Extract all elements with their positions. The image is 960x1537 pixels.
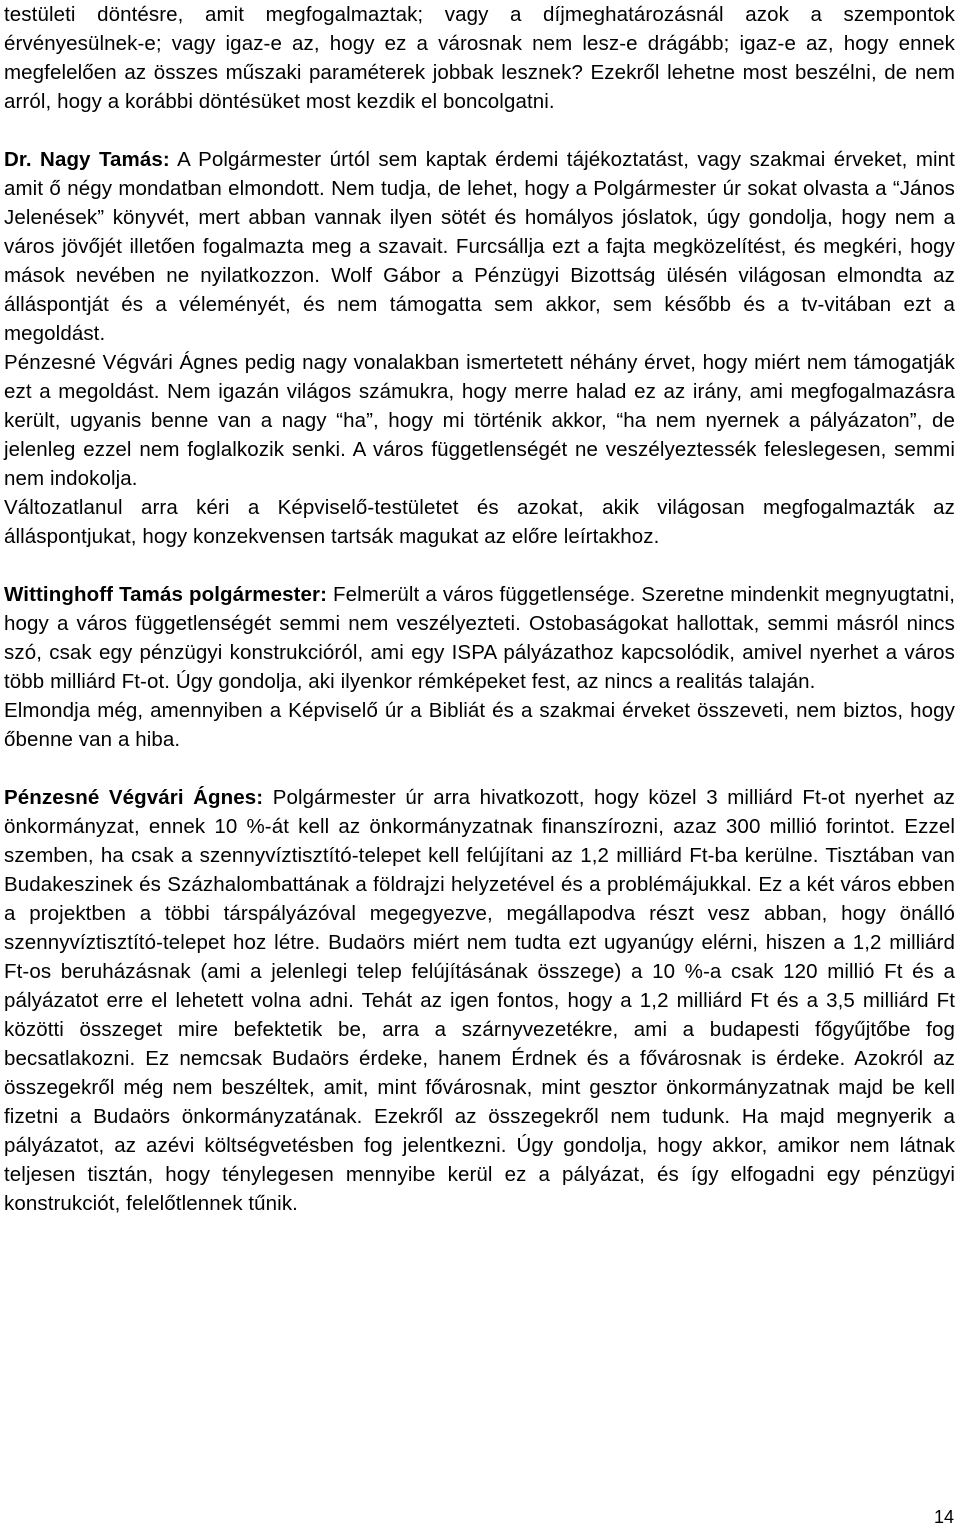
- paragraph-wittinghoff-continued: [4, 696, 955, 754]
- paragraph-text: Felmerült a város függetlensége. Szeretne mindenkit megnyugtatni, hogy a város függetlenségét semmi nem veszélyezteti. Ostobaságokat hallottak, semmi másról nincs szó, csak egy pénzügyi konstrukcióról, ami egy ISPA pályázathoz kapcsolódik, amivel nyerhet a város több milliárd Ft-ot. Úgy gondolja, aki ilyenkor rémképeket fest, az nincs a realitás talaján.: [4, 583, 955, 693]
- paragraph-penzesne: [4, 783, 955, 1218]
- paragraph-text: Elmondja még, amennyiben a Képviselő úr a Bibliát és a szakmai érveket összeveti, nem biztos, hogy őbenne van a hiba.: [4, 699, 955, 751]
- paragraph-dr-nagy-tamas: [4, 145, 955, 348]
- speaker-name: Pénzesné Végvári Ágnes:: [4, 786, 264, 809]
- paragraph-text: testületi döntésre, amit megfogalmaztak; vagy a díjmeghatározásnál azok a szempontok érvényesülnek-e; vagy igaz-e az, hogy ez a városnak nem lesz-e drágább; igaz-e az, hogy ennek megfelelően az összes műszaki paraméterek jobbak lesznek? Ezekről lehetne most beszélni, de nem arról, hogy a korábbi döntésüket most kezdik el boncolgatni.: [4, 3, 955, 113]
- paragraph-gap: [4, 116, 955, 145]
- paragraph-text: Változatlanul arra kéri a Képviselő-testületet és azokat, akik világosan megfogalmazták az álláspontjukat, hogy konzekvensen tartsák magukat az előre leírtakhoz.: [4, 496, 955, 548]
- paragraph-text: Pénzesné Végvári Ágnes pedig nagy vonalakban ismertetett néhány érvet, hogy miért nem támogatják ezt a megoldást. Nem igazán világos számukra, hogy merre halad ez az irány, ami megfogalmazásra került, ugyanis benne van a nagy “ha”, hogy mi történik akkor, “ha nem nyernek a pályázaton”, de jelenleg ezzel nem foglalkozik senki. A város függetlenségét ne veszélyeztessék feleslegesen, semmi nem indokolja.: [4, 351, 955, 490]
- paragraph-gap: [4, 754, 955, 783]
- speaker-name: Dr. Nagy Tamás:: [4, 148, 170, 171]
- document-page: [4, 0, 955, 1218]
- speaker-name: Wittinghoff Tamás polgármester:: [4, 583, 328, 606]
- paragraph-wittinghoff: [4, 580, 955, 696]
- paragraph-pezesne-summary: [4, 348, 955, 493]
- paragraph-text: A Polgármester úrtól sem kaptak érdemi tájékoztatást, vagy szakmai érveket, mint amit ő négy mondatban elmondott. Nem tudja, de lehet, hogy a Polgármester úr sokat olvasta a “János Jelenések” könyvét, mert abban vannak ilyen sötét és homályos jóslatok, úgy gondolja, hogy nem a város jövőjét illetően fogalmazta meg a szavait. Furcsállja ezt a fajta megközelítést, és megkéri, hogy mások nevében ne nyilatkozzon. Wolf Gábor a Pénzügyi Bizottság ülésén világosan elmondta az álláspontját és a véleményét, és nem támogatta sem akkor, sem később és a tv-vitában ezt a megoldást.: [4, 148, 955, 345]
- paragraph-request: [4, 493, 955, 551]
- page-number: 14: [933, 1507, 954, 1527]
- paragraph-gap: [4, 551, 955, 580]
- paragraph-text: Polgármester úr arra hivatkozott, hogy közel 3 milliárd Ft-ot nyerhet az önkormányzat, ennek 10 %-át kell az önkormányzatnak finanszírozni, azaz 300 millió forintot. Ezzel szemben, ha csak a szennyvíztisztító-telepet kell felújítani az 1,2 milliárd Ft-ba kerülne. Tisztában van Budakeszinek és Százhalombattának a földrajzi helyzetével és a problémájukkal. Ez a két város ebben a projektben a többi társpályázóval megegyezve, megállapodva részt vesz abban, hogy önálló szennyvíztisztító-telepet hoz létre. Budaörs miért nem tudta ezt ugyanúgy elérni, hiszen a 1,2 milliárd Ft-os beruházásnak (ami a jelenlegi telep felújításának összege) a 10 %-a csak 120 millió Ft és a pályázatot erre el lehetett volna adni. Tehát az igen fontos, hogy a 1,2 milliárd Ft és a 3,5 milliárd Ft közötti összeget mire befektetik be, arra a szárnyvezetékre, ami a budapesti főgyűjtőbe fog becsatlakozni. Ez nemcsak Budaörs érdeke, hanem Érdnek és a fővárosnak is érdeke. Azokról az összegekről még nem beszéltek, amit, mint fővárosnak, mint gesztor önkormányzatnak majd be kell fizetni a Budaörs önkormányzatának. Ezekről az összegekről nem tudunk. Ha majd megnyerik a pályázatot, az azévi költségvetésben fog jelentkezni. Úgy gondolja, hogy akkor, amikor nem látnak teljesen tisztán, hogy ténylegesen mennyibe kerül ez a pályázat, és így elfogadni egy pénzügyi konstrukciót, felelőtlennek tűnik.: [4, 786, 955, 1215]
- paragraph-continuation: [4, 0, 955, 116]
